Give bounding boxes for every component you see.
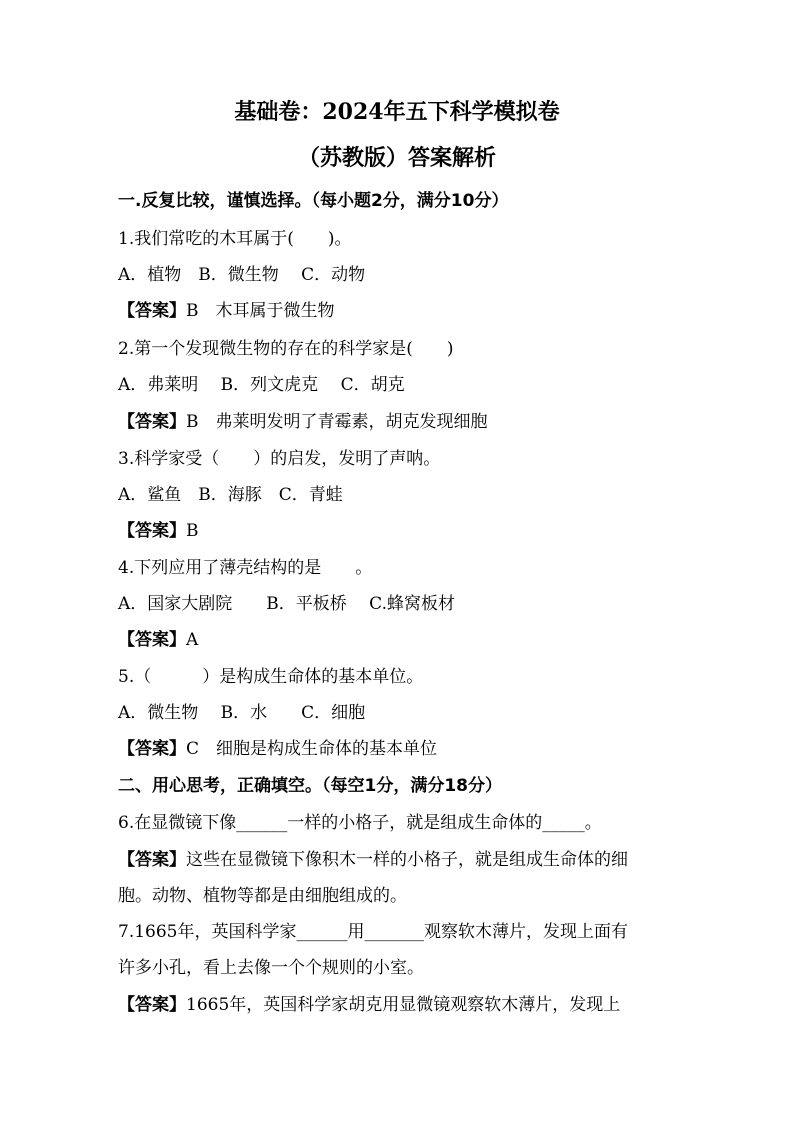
question-6: 6.在显微镜下像______一样的小格子，就是组成生命体的_____。 [118,813,602,833]
answer-tag: 【答案】 [118,850,186,870]
answer-text: 这些在显微镜下像积木一样的小格子，就是组成生命体的细 [186,850,628,870]
answer-tag: 【答案】 [118,739,186,759]
question-1-options: A．植物 B．微生物 C．动物 [118,265,366,285]
document-title: 基础卷：2024年五下科学模拟卷 [234,99,560,125]
answer-tag: 【答案】 [118,521,186,541]
question-5-answer [118,737,682,761]
question-3: 3.科学家受（ ）的启发，发明了声呐。 [118,449,441,469]
answer-tag: 【答案】 [118,995,186,1015]
section-heading-fill: 二、用心思考，正确填空。（每空1分，满分18分） [118,776,502,796]
question-3-options: A．鲨鱼 B．海豚 C．青蛙 [118,485,343,505]
question-2-options: A．弗莱明 B．列文虎克 C．胡克 [118,375,405,395]
question-1-answer [118,299,682,323]
question-2: 2.第一个发现微生物的存在的科学家是( ) [118,339,454,359]
question-5-options: A．微生物 B．水 C．细胞 [118,703,366,723]
question-6-answer [118,848,682,872]
question-7-answer [118,993,682,1017]
document-subtitle: （苏教版）答案解析 [297,145,496,171]
section-heading-choice: 一.反复比较，谨慎选择。（每小题2分，满分10分） [118,191,509,211]
answer-tag: 【答案】 [118,630,186,650]
question-5: 5.（ ）是构成生命体的基本单位。 [118,667,424,687]
question-2-answer [118,410,682,434]
answer-text: B [186,521,199,541]
question-1: 1.我们常吃的木耳属于( )。 [118,229,352,249]
question-7-continued: 许多小孔，看上去像一个个规则的小室。 [118,958,424,978]
question-6-answer-continued: 胞。动物、植物等都是由细胞组成的。 [118,886,407,906]
question-4-answer [118,628,682,652]
answer-text: 1665年，英国科学家胡克用显微镜观察软木薄片，发现上 [186,995,621,1015]
question-4: 4.下列应用了薄壳结构的是 。 [118,558,373,578]
answer-text: A [186,630,199,650]
answer-tag: 【答案】 [118,301,186,321]
question-3-answer [118,519,682,543]
answer-text: C 细胞是构成生命体的基本单位 [186,739,438,759]
question-7: 7.1665年，英国科学家______用_______观察软木薄片，发现上面有 [118,922,628,942]
answer-text: B 弗莱明发明了青霉素，胡克发现细胞 [186,412,488,432]
question-4-options: A．国家大剧院 B．平板桥 C.蜂窝板材 [118,594,455,614]
answer-tag: 【答案】 [118,412,186,432]
answer-text: B 木耳属于微生物 [186,301,335,321]
